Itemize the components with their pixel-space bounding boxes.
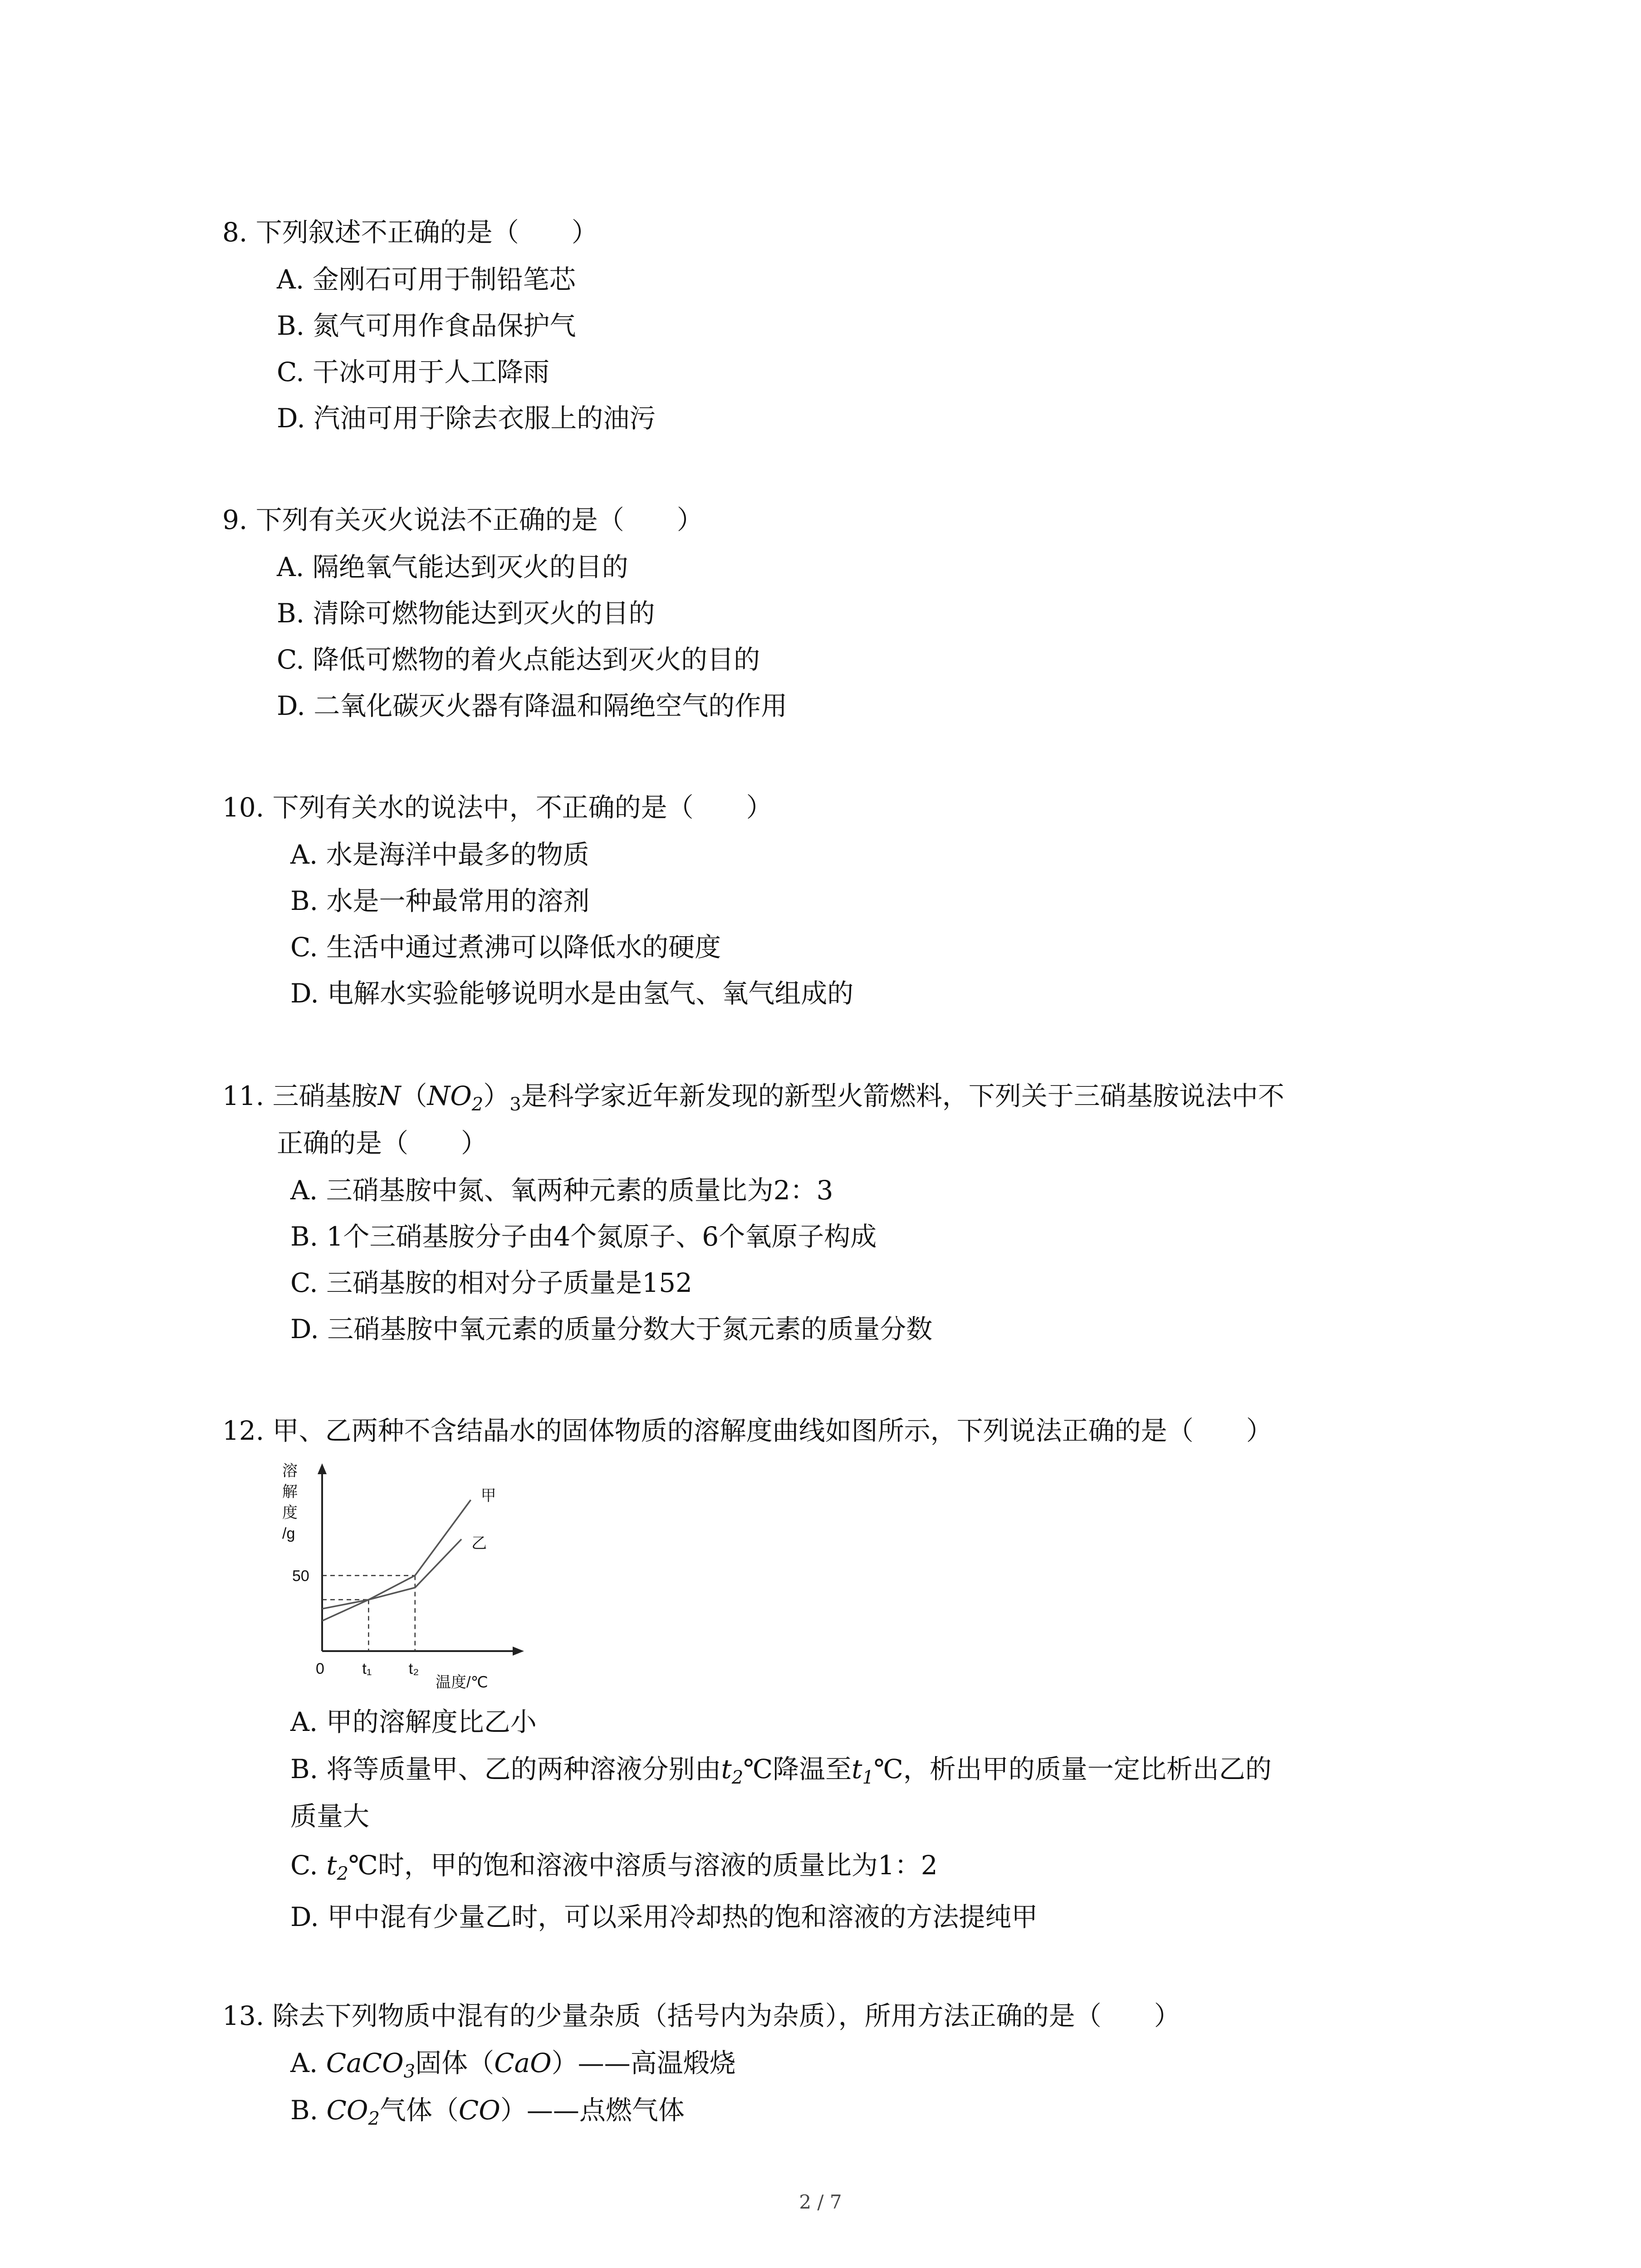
option-text: A. — [290, 2048, 326, 2078]
formula: CO — [326, 2095, 368, 2126]
option-text: ）——高温煅烧 — [551, 2048, 736, 2078]
option-text: ℃时，甲的饱和溶液中溶质与溶液的质量比为1：2 — [348, 1850, 938, 1881]
x-tick-label: t₂ — [408, 1660, 419, 1677]
y-tick-label: 50 — [292, 1567, 309, 1585]
formula-subscript: 3 — [509, 1094, 521, 1115]
formula-subscript: 2 — [368, 2108, 380, 2129]
option-d: D. 电解水实验能够说明水是由氢气、氧气组成的 — [290, 978, 854, 1009]
y-axis-label-char: 度 — [282, 1504, 298, 1521]
question-stem: 13. 除去下列物质中混有的少量杂质（括号内为杂质），所用方法正确的是（ ） — [222, 2000, 1181, 2031]
formula-no: NO — [427, 1080, 472, 1111]
series-label: 乙 — [471, 1535, 487, 1552]
option-c — [290, 1849, 938, 1890]
option-text: ℃，析出甲的质量一定比析出乙的 — [873, 1754, 1272, 1784]
option-c: C. 三硝基胺的相对分子质量是152 — [290, 1267, 692, 1298]
formula-paren-close: ） — [483, 1080, 510, 1111]
option-d: D. 三硝基胺中氧元素的质量分数大于氮元素的质量分数 — [290, 1314, 933, 1344]
question-stem: 8. 下列叙述不正确的是（ ） — [222, 217, 598, 248]
option-b: B. 1个三硝基胺分子由4个氮原子、6个氧原子构成 — [290, 1221, 877, 1252]
x-tick-label: t₁ — [362, 1660, 372, 1677]
option-a: A. 三硝基胺中氮、氧两种元素的质量比为2：3 — [290, 1175, 833, 1206]
option-a: A. 甲的溶解度比乙小 — [290, 1706, 537, 1737]
var-t: t — [721, 1754, 732, 1784]
option-text: ℃降温至 — [743, 1754, 852, 1784]
question-stem: 10. 下列有关水的说法中，不正确的是（ ） — [222, 792, 773, 823]
option-b: B. 氮气可用作食品保护气 — [277, 310, 576, 341]
x-axis-arrow — [513, 1647, 524, 1656]
x-tick-labels — [316, 1660, 419, 1677]
option-c: C. 干冰可用于人工降雨 — [277, 357, 550, 387]
option-b — [290, 2094, 685, 2135]
stem-text: 是科学家近年新发现的新型火箭燃料，下列关于三硝基胺说法中不 — [521, 1080, 1284, 1111]
option-text: 气体（ — [379, 2095, 459, 2126]
x-tick-label: 0 — [316, 1660, 324, 1677]
option-text: C. — [290, 1850, 327, 1881]
option-b — [290, 1753, 1272, 1794]
solubility-chart — [281, 1461, 535, 1696]
var-t: t — [326, 1850, 337, 1881]
option-a — [290, 2047, 736, 2088]
y-axis-label-char: 解 — [282, 1483, 298, 1501]
option-d: D. 汽油可用于除去衣服上的油污 — [277, 403, 656, 434]
question-stem-line2: 正确的是（ ） — [277, 1128, 488, 1158]
option-d: D. 甲中混有少量乙时，可以采用冷却热的饱和溶液的方法提纯甲 — [290, 1901, 1038, 1932]
x-axis-label: 温度/℃ — [436, 1674, 488, 1691]
y-axis-label-char: /g — [282, 1525, 295, 1542]
formula: CaCO — [326, 2048, 404, 2078]
option-b-line2: 质量大 — [290, 1801, 370, 1832]
formula-n: N — [377, 1080, 401, 1111]
var-subscript: 2 — [337, 1863, 348, 1884]
y-tick-labels — [292, 1567, 309, 1584]
var-t: t — [852, 1754, 862, 1784]
option-a: A. 隔绝氧气能达到灭火的目的 — [277, 552, 628, 582]
formula-subscript: 3 — [403, 2061, 416, 2082]
option-text: B. 将等质量甲、乙的两种溶液分别由 — [290, 1754, 721, 1784]
option-b: B. 水是一种最常用的溶剂 — [290, 885, 590, 916]
option-text: 固体（ — [415, 2048, 495, 2078]
guide-lines — [322, 1575, 415, 1651]
option-d: D. 二氧化碳灭火器有降温和隔绝空气的作用 — [277, 690, 788, 721]
option-a: A. 水是海洋中最多的物质 — [290, 839, 589, 870]
formula-subscript: 2 — [471, 1094, 484, 1115]
series-line-jia — [322, 1500, 471, 1621]
option-a: A. 金刚石可用于制铅笔芯 — [277, 264, 576, 295]
option-text: ）——点燃气体 — [500, 2095, 685, 2126]
option-b: B. 清除可燃物能达到灭火的目的 — [277, 598, 655, 629]
option-c: C. 降低可燃物的着火点能达到灭火的目的 — [277, 644, 760, 675]
var-subscript: 2 — [731, 1767, 744, 1788]
question-stem: 9. 下列有关灭火说法不正确的是（ ） — [222, 504, 703, 535]
var-subscript: 1 — [862, 1767, 874, 1788]
page-number: 2 / 7 — [799, 2191, 842, 2213]
y-axis-label-char: 溶 — [282, 1462, 298, 1480]
option-text: B. — [290, 2095, 327, 2126]
question-stem: 12. 甲、乙两种不含结晶水的固体物质的溶解度曲线如图所示，下列说法正确的是（ ） — [222, 1415, 1273, 1446]
stem-text: 11. 三硝基胺 — [222, 1080, 378, 1111]
series-label: 甲 — [480, 1487, 496, 1505]
option-c: C. 生活中通过煮沸可以降低水的硬度 — [290, 932, 721, 963]
formula-paren-open: （ — [401, 1080, 427, 1111]
question-stem — [222, 1080, 1284, 1121]
series-line-yi — [322, 1539, 461, 1608]
y-axis-label — [282, 1462, 298, 1542]
y-axis-arrow — [318, 1463, 327, 1474]
formula: CaO — [494, 2048, 552, 2078]
formula: CO — [458, 2095, 500, 2126]
series-lines — [322, 1487, 496, 1621]
